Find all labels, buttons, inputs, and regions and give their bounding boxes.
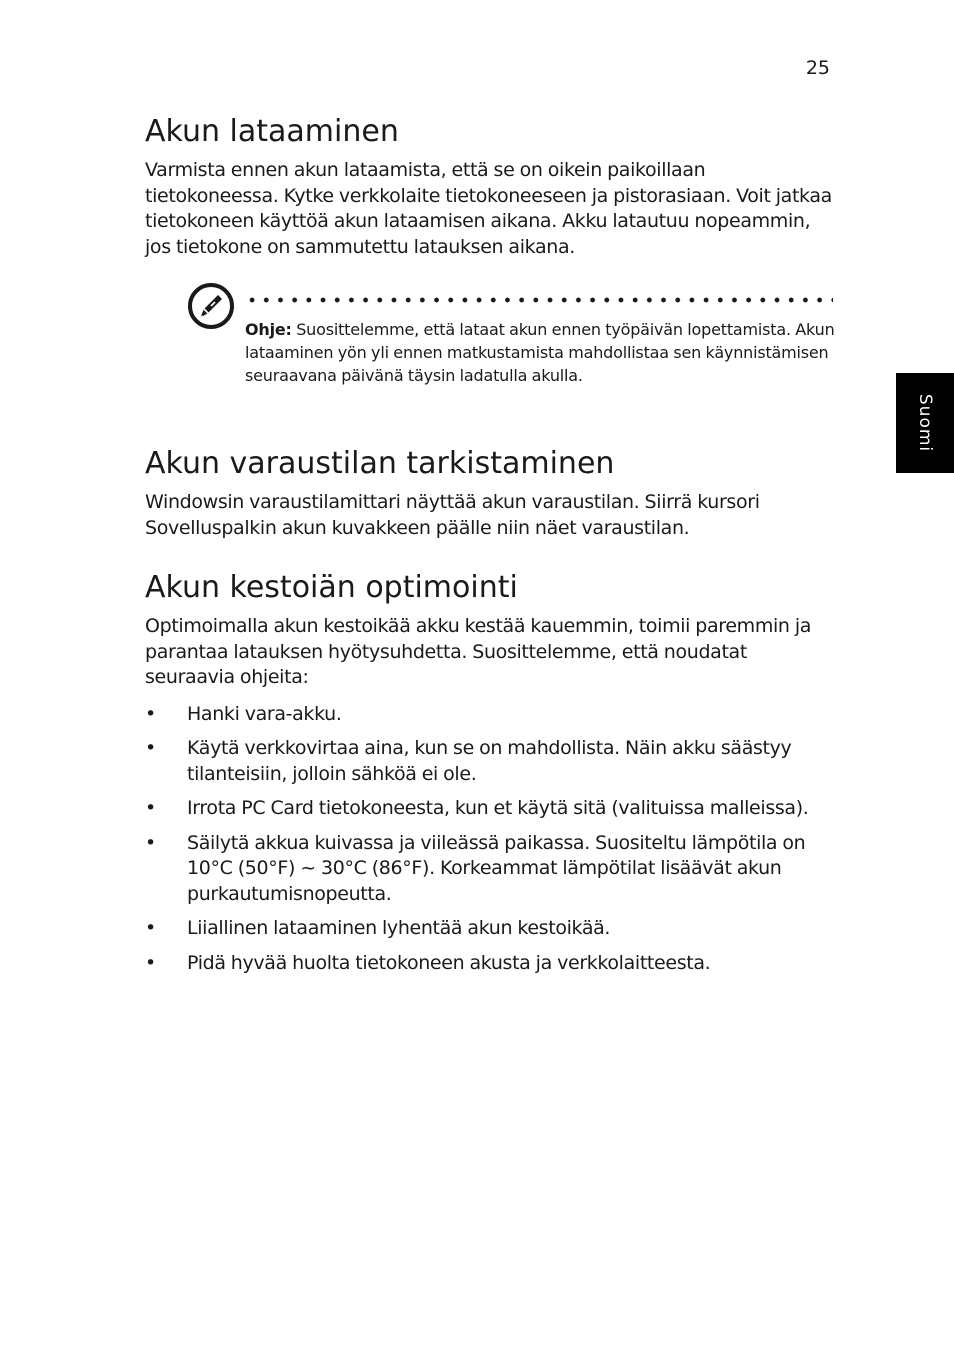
bullet-icon: •: [145, 737, 156, 759]
note-box: [145, 282, 833, 417]
section-title: Akun lataaminen: [145, 114, 399, 149]
bullet-icon: •: [145, 831, 156, 854]
bullet-icon: •: [145, 797, 156, 819]
list-item: [145, 796, 833, 822]
note-pen-icon: [187, 282, 235, 330]
section-charging: [145, 112, 833, 417]
list-item: [145, 736, 833, 787]
note-dotted-rule: [245, 297, 833, 303]
section-body: Windowsin varaustilamittari näyttää akun varaustilan. Siirrä kursori Sovelluspalkin akun kuvakkeen päälle niin näet varaustilan.: [145, 491, 760, 539]
language-tab-label: Suomi: [915, 393, 935, 453]
note-text: [245, 318, 835, 387]
section-body: Varmista ennen akun lataamista, että se on oikein paikoillaan tietokoneessa. Kytke verkkolaite tietokoneeseen ja pistorasiaan. Voit jatkaa tietokoneen käyttöä akun lataamisen aikana. Akku latautuu nopeammin, jos tietokone on sammutettu latauksen aikana.: [145, 159, 832, 258]
list-item-text: Hanki vara-akku.: [187, 702, 342, 725]
list-item: [145, 702, 833, 728]
bullet-icon: •: [145, 702, 156, 725]
page-number: 25: [805, 57, 830, 79]
section-title: Akun kestoiän optimointi: [145, 570, 518, 605]
section-body: Optimoimalla akun kestoikää akku kestää kauemmin, toimii paremmin ja parantaa latauksen hyötysuhdetta. Suosittelemme, että noudatat seuraavia ohjeita:: [145, 615, 812, 688]
language-tab: [896, 373, 954, 473]
bullet-icon: •: [145, 917, 156, 939]
list-item: [145, 831, 833, 908]
bullet-icon: •: [145, 951, 156, 974]
tips-list: [145, 702, 833, 977]
list-item: [145, 916, 833, 942]
list-item-text: Liiallinen lataaminen lyhentää akun kestoikää.: [187, 917, 611, 939]
list-item: [145, 951, 833, 977]
list-item-text: Säilytä akkua kuivassa ja viileässä paikassa. Suositeltu lämpötila on 10°C (50°F) ~ 30°C (86°F). Korkeammat lämpötilat lisäävät akun purkautumisnopeutta.: [187, 831, 806, 905]
list-item-text: Käytä verkkovirtaa aina, kun se on mahdollista. Näin akku säästyy tilanteisiin, jolloin sähköä ei ole.: [187, 737, 792, 785]
section-optimization: [145, 568, 833, 976]
page-content: [145, 112, 833, 985]
note-body: Suosittelemme, että lataat akun ennen työpäivän lopettamista. Akun lataaminen yön yli ennen matkustamista mahdollistaa sen käynnistämisen seuraavana päivänä täysin ladatulla akulla.: [245, 320, 835, 385]
list-item-text: Pidä hyvää huolta tietokoneen akusta ja verkkolaitteesta.: [187, 951, 711, 974]
section-title: Akun varaustilan tarkistaminen: [145, 446, 615, 481]
list-item-text: Irrota PC Card tietokoneesta, kun et käytä sitä (valituissa malleissa).: [187, 797, 809, 819]
note-label: Ohje:: [245, 320, 292, 339]
section-status: [145, 444, 833, 541]
